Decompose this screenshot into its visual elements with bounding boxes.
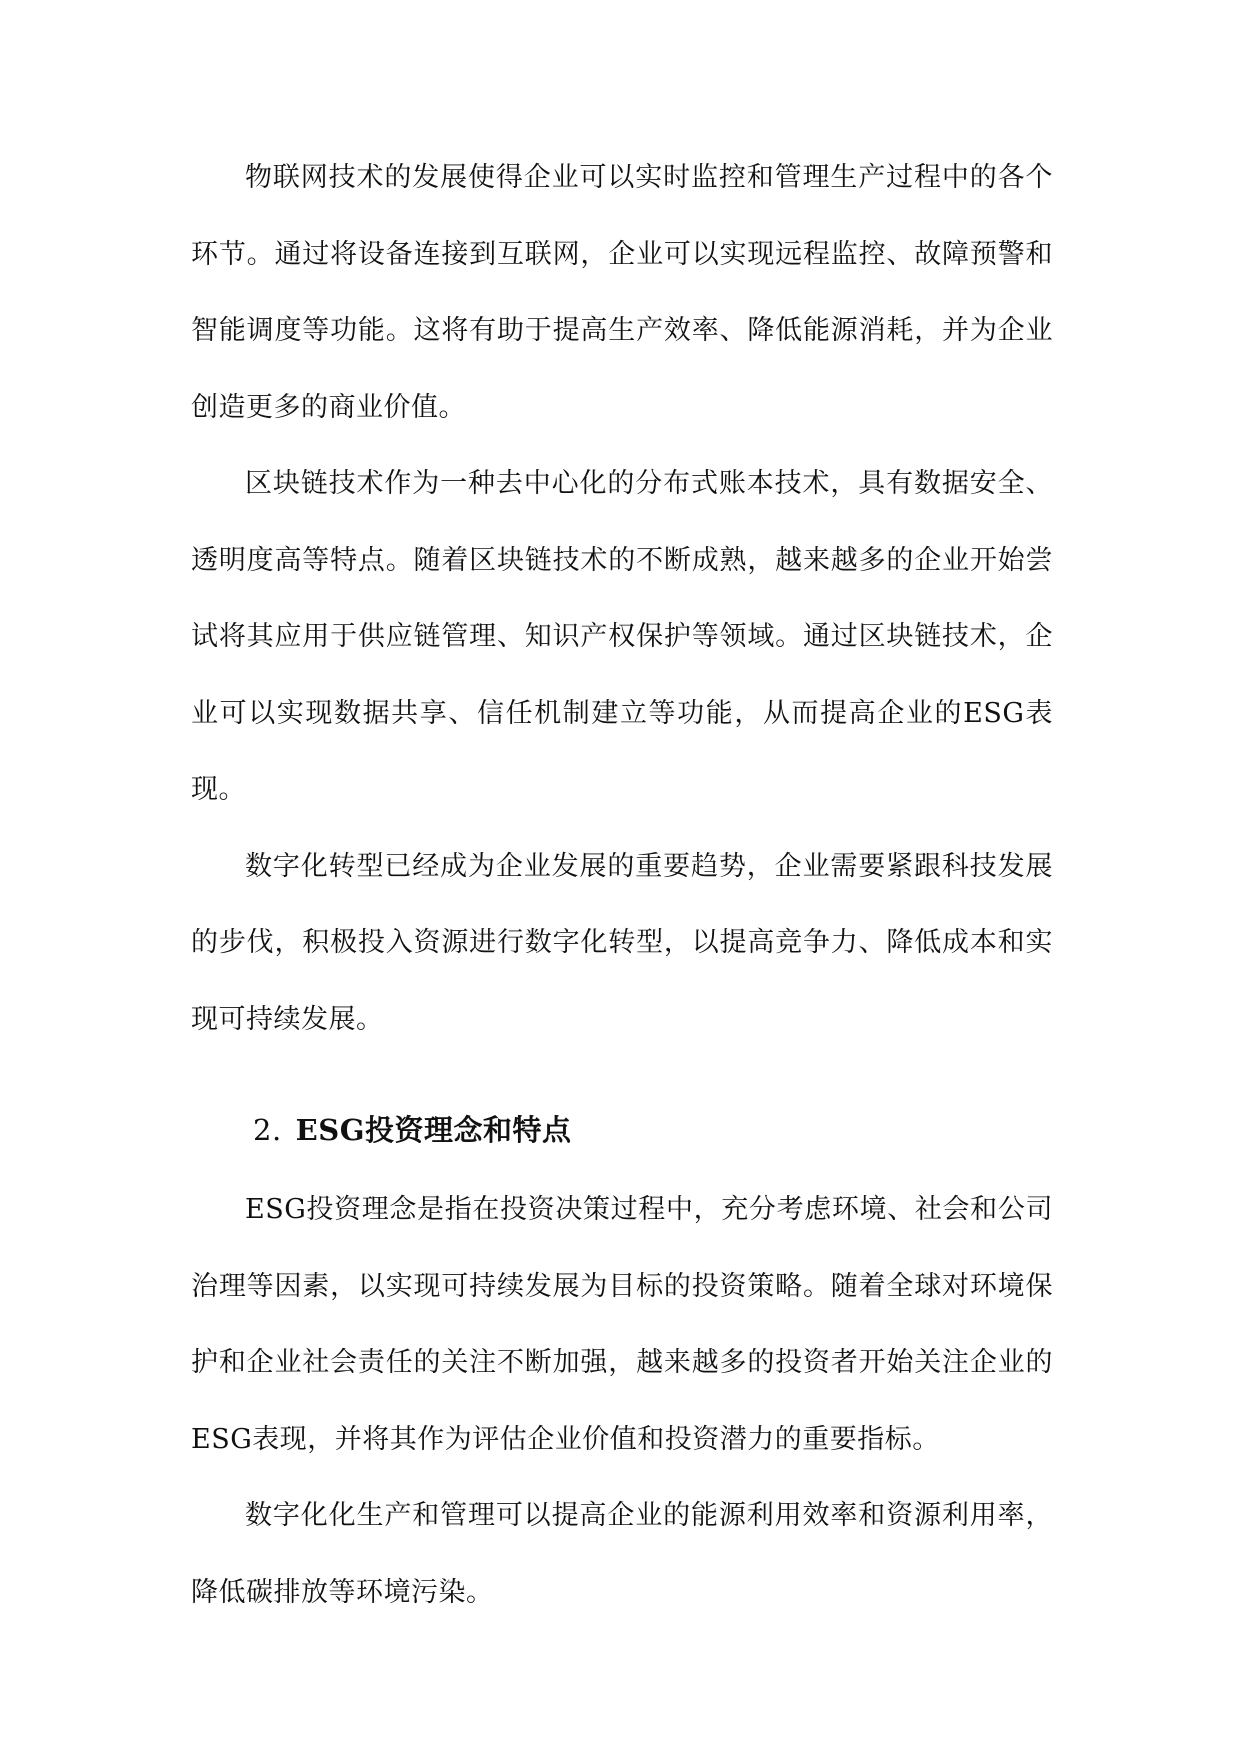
paragraph-esg-concept: ESG投资理念是指在投资决策过程中，充分考虑环境、社会和公司治理等因素，以实现可持续发展为目标的投资策略。随着全球对环境保护和企业社会责任的关注不断加强，越来越多的投资者开始关注企业的ESG表现，并将其作为评估企业价值和投资潜力的重要指标。 <box>191 1194 1053 1455</box>
paragraph-blockchain: 区块链技术作为一种去中心化的分布式账本技术，具有数据安全、透明度高等特点。随着区块链技术的不断成熟，越来越多的企业开始尝试将其应用于供应链管理、知识产权保护等领域。通过区块链技术，企业可以实现数据共享、信任机制建立等功能，从而提高企业的ESG表现。 <box>191 468 1053 805</box>
paragraph-digital-transformation: 数字化转型已经成为企业发展的重要趋势，企业需要紧跟科技发展的步伐，积极投入资源进行数字化转型，以提高竞争力、降低成本和实现可持续发展。 <box>191 850 1053 1035</box>
section-heading <box>191 1102 1053 1158</box>
section-title: ESG投资理念和特点 <box>295 1113 572 1147</box>
document-page <box>191 140 1053 1631</box>
section-number: 2. <box>253 1113 282 1147</box>
paragraph-iot: 物联网技术的发展使得企业可以实时监控和管理生产过程中的各个环节。通过将设备连接到互联网，企业可以实现远程监控、故障预警和智能调度等功能。这将有助于提高生产效率、降低能源消耗，并为企业创造更多的商业价值。 <box>191 162 1053 423</box>
paragraph-digital-production: 数字化化生产和管理可以提高企业的能源利用效率和资源利用率，降低碳排放等环境污染。 <box>191 1500 1053 1608</box>
